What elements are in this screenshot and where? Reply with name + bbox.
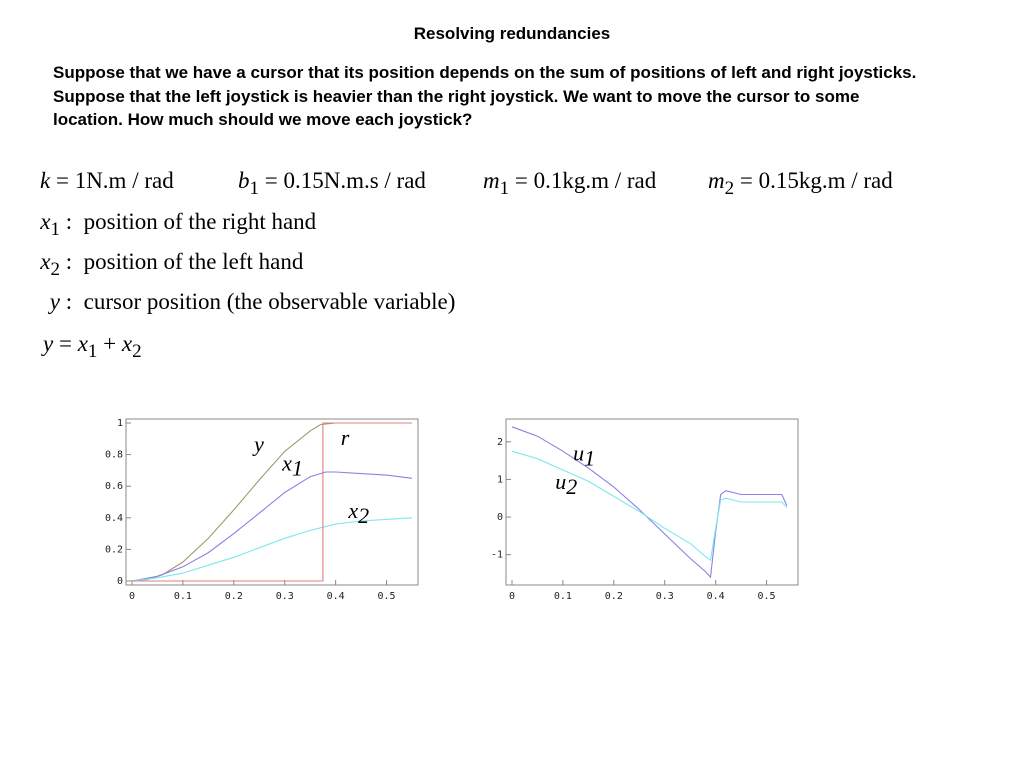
y-tick-label: 0.2 (104, 544, 123, 556)
position-chart (95, 410, 425, 615)
series-label-subscript: 1 (291, 455, 303, 481)
slide-title: Resolving redundancies (413, 24, 611, 43)
x-tick-label: 0.3 (275, 591, 294, 602)
series-label-y: y (254, 431, 264, 457)
series-label-r: r (340, 425, 350, 451)
x-tick-label: 0.1 (173, 591, 192, 602)
x-tick-label: 0.4 (706, 591, 725, 602)
y-tick-label: -1 (490, 549, 503, 561)
series-label-x1: x1 (282, 450, 303, 481)
series-label-subscript: 1 (584, 445, 596, 471)
y-tick-label: 0.4 (104, 512, 123, 524)
series-label-subscript: 2 (358, 502, 370, 528)
plot-frame (126, 419, 418, 585)
series-line-x2 (132, 518, 412, 581)
y-tick-label: 1 (116, 418, 123, 429)
x-tick-label: 0 (128, 591, 136, 602)
param-m1: $m_1 = 0.1kg.m$ / rad (483, 168, 657, 199)
force-chart-svg (475, 410, 805, 610)
series-line-r (132, 423, 412, 581)
x-tick-label: 0 (508, 591, 516, 602)
series-label-subscript: 2 (566, 473, 578, 499)
definition-x2: $x_2$ : position of the left hand (40, 249, 304, 280)
force-chart (475, 410, 805, 615)
series-label-u2: u2 (555, 468, 578, 499)
x-tick-label: 0.5 (757, 591, 776, 602)
param-m2: $m_2 = 0.15kg.m$ / rad (708, 168, 893, 199)
y-tick-label: 0.6 (104, 481, 123, 493)
series-line-y (132, 423, 412, 581)
sum-equation: $y = x_1 + x_2$ (43, 331, 142, 362)
series-label-u1: u1 (573, 440, 596, 471)
x-tick-label: 0.2 (224, 591, 243, 602)
series-line-u2 (512, 451, 787, 560)
x-tick-label: 0.2 (604, 591, 623, 602)
series-line-x1 (132, 472, 412, 581)
series-label-x2: x2 (348, 497, 370, 528)
definition-x1: $x_1$ : position of the right hand (40, 209, 317, 240)
y-tick-label: 0.8 (104, 449, 123, 461)
y-tick-label: 0 (116, 576, 123, 587)
param-b1: $b_1 = 0.15N.m.s$ / rad (238, 168, 426, 199)
y-tick-label: 1 (496, 474, 503, 486)
param-k: k = 1N.m / rad (40, 168, 174, 193)
x-tick-label: 0.4 (326, 591, 345, 602)
position-chart-svg (95, 410, 425, 610)
x-tick-label: 0.1 (553, 591, 572, 602)
x-tick-label: 0.3 (655, 591, 674, 602)
y-tick-label: 2 (496, 436, 503, 448)
y-tick-label: 0 (496, 512, 503, 524)
intro-paragraph: Suppose that we have a cursor that its position depends on the sum of positions of left and right joysticks. Suppose that the left joystick is heavier than the right joystick. We want to move the cursor to some location. How much should we move each joystick? (53, 63, 917, 129)
x-tick-label: 0.5 (377, 591, 396, 602)
definition-y: y : cursor position (the observable variable) (49, 289, 456, 314)
